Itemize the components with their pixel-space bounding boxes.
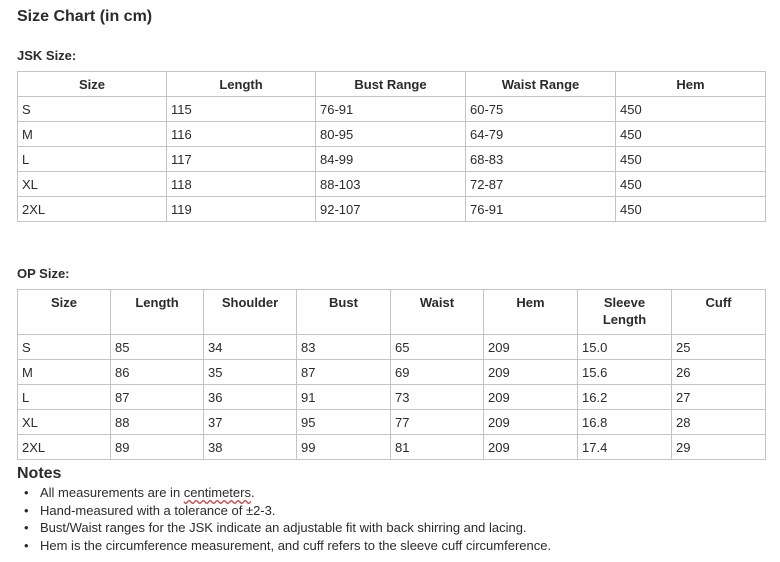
note-text: All measurements are in bbox=[40, 485, 184, 500]
op-header-cell: Hem bbox=[484, 290, 578, 335]
bullet-icon: • bbox=[24, 485, 29, 500]
jsk-header-cell: Length bbox=[167, 72, 316, 97]
jsk-table-cell: 115 bbox=[167, 97, 316, 122]
op-table-cell: 15.6 bbox=[578, 360, 672, 385]
table-row bbox=[18, 172, 766, 197]
op-table-cell: 209 bbox=[484, 360, 578, 385]
op-table-cell: 209 bbox=[484, 385, 578, 410]
op-table-cell: 25 bbox=[672, 335, 766, 360]
op-table-cell: 81 bbox=[391, 435, 484, 460]
op-table-cell: 99 bbox=[297, 435, 391, 460]
jsk-header-cell: Waist Range bbox=[466, 72, 616, 97]
jsk-size-table bbox=[17, 71, 766, 222]
table-row bbox=[18, 335, 766, 360]
jsk-table-cell: 80-95 bbox=[316, 122, 466, 147]
jsk-header-cell: Bust Range bbox=[316, 72, 466, 97]
op-table-cell: 91 bbox=[297, 385, 391, 410]
jsk-table-cell: L bbox=[18, 147, 167, 172]
op-table-cell: 209 bbox=[484, 410, 578, 435]
op-table-cell: 38 bbox=[204, 435, 297, 460]
op-header-cell: Size bbox=[18, 290, 111, 335]
jsk-table-cell: S bbox=[18, 97, 167, 122]
jsk-table-cell: XL bbox=[18, 172, 167, 197]
op-table-cell: 28 bbox=[672, 410, 766, 435]
list-item bbox=[17, 519, 551, 537]
op-table-cell: 36 bbox=[204, 385, 297, 410]
op-table-cell: 65 bbox=[391, 335, 484, 360]
op-table-cell: 37 bbox=[204, 410, 297, 435]
op-table-cell: 16.8 bbox=[578, 410, 672, 435]
op-table-cell: 89 bbox=[111, 435, 204, 460]
table-row bbox=[18, 97, 766, 122]
op-table-cell: 209 bbox=[484, 435, 578, 460]
table-row bbox=[18, 385, 766, 410]
jsk-table-cell: 116 bbox=[167, 122, 316, 147]
op-table-cell: 86 bbox=[111, 360, 204, 385]
note-text: . bbox=[250, 485, 255, 500]
op-table-cell: 87 bbox=[111, 385, 204, 410]
op-section-label: OP Size: bbox=[17, 266, 70, 281]
table-row bbox=[18, 410, 766, 435]
table-row bbox=[18, 435, 766, 460]
bullet-icon: • bbox=[24, 520, 29, 535]
table-row bbox=[18, 360, 766, 385]
list-item bbox=[17, 484, 551, 502]
jsk-table-cell: 117 bbox=[167, 147, 316, 172]
bullet-icon: • bbox=[24, 537, 29, 553]
op-table-cell: 69 bbox=[391, 360, 484, 385]
op-table-cell: 209 bbox=[484, 335, 578, 360]
op-size-table bbox=[17, 289, 766, 460]
jsk-table-cell: 119 bbox=[167, 197, 316, 222]
op-table-cell: 85 bbox=[111, 335, 204, 360]
jsk-table-cell: 450 bbox=[616, 172, 766, 197]
jsk-table-cell: 118 bbox=[167, 172, 316, 197]
op-table-cell: M bbox=[18, 360, 111, 385]
jsk-table-cell: M bbox=[18, 122, 167, 147]
op-table-cell: 35 bbox=[204, 360, 297, 385]
op-table-cell: 17.4 bbox=[578, 435, 672, 460]
bullet-icon: • bbox=[24, 502, 29, 518]
misspelling-flagged-word: centimeters bbox=[183, 485, 251, 500]
jsk-table-cell: 72-87 bbox=[466, 172, 616, 197]
jsk-table-cell: 450 bbox=[616, 197, 766, 222]
jsk-table-cell: 2XL bbox=[18, 197, 167, 222]
table-row bbox=[18, 147, 766, 172]
jsk-table-cell: 76-91 bbox=[316, 97, 466, 122]
note-text: Hand-measured with a tolerance of ±2-3. bbox=[40, 502, 276, 518]
op-table-cell: 16.2 bbox=[578, 385, 672, 410]
jsk-table-cell: 84-99 bbox=[316, 147, 466, 172]
note-text: Bust/Waist ranges for the JSK indicate an adjustable fit with back shirring and lacing. bbox=[40, 520, 527, 535]
op-table-cell: 34 bbox=[204, 335, 297, 360]
jsk-table-cell: 92-107 bbox=[316, 197, 466, 222]
jsk-table-cell: 88-103 bbox=[316, 172, 466, 197]
op-table-cell: 83 bbox=[297, 335, 391, 360]
op-table-cell: 95 bbox=[297, 410, 391, 435]
list-item bbox=[17, 502, 551, 520]
jsk-section-label: JSK Size: bbox=[17, 48, 77, 63]
jsk-table-cell: 60-75 bbox=[466, 97, 616, 122]
op-header-cell: Cuff bbox=[672, 290, 766, 335]
op-table-cell: 87 bbox=[297, 360, 391, 385]
op-table-cell: 15.0 bbox=[578, 335, 672, 360]
jsk-table-cell: 450 bbox=[616, 122, 766, 147]
list-item bbox=[17, 537, 551, 555]
jsk-table-cell: 64-79 bbox=[466, 122, 616, 147]
table-row bbox=[18, 197, 766, 222]
op-table-cell: XL bbox=[18, 410, 111, 435]
op-header-cell: Shoulder bbox=[204, 290, 297, 335]
op-table-cell: 27 bbox=[672, 385, 766, 410]
op-table-cell: L bbox=[18, 385, 111, 410]
op-table-cell: S bbox=[18, 335, 111, 360]
op-header-cell: Bust bbox=[297, 290, 391, 335]
op-table-cell: 73 bbox=[391, 385, 484, 410]
op-header-cell: Length bbox=[111, 290, 204, 335]
op-header-cell: Waist bbox=[391, 290, 484, 335]
note-text: Hem is the circumference measurement, and cuff refers to the sleeve cuff circumference. bbox=[40, 537, 552, 553]
op-table-cell: 2XL bbox=[18, 435, 111, 460]
op-table-cell: 77 bbox=[391, 410, 484, 435]
jsk-header-cell: Hem bbox=[616, 72, 766, 97]
jsk-table-cell: 68-83 bbox=[466, 147, 616, 172]
notes-title: Notes bbox=[17, 465, 62, 482]
table-row bbox=[18, 122, 766, 147]
jsk-table-cell: 76-91 bbox=[466, 197, 616, 222]
op-header-cell: Sleeve Length bbox=[578, 290, 672, 335]
page-title: Size Chart (in cm) bbox=[17, 8, 153, 25]
jsk-table-cell: 450 bbox=[616, 147, 766, 172]
op-table-cell: 26 bbox=[672, 360, 766, 385]
notes-list bbox=[17, 484, 551, 554]
jsk-header-cell: Size bbox=[18, 72, 167, 97]
op-table-cell: 29 bbox=[672, 435, 766, 460]
op-table-cell: 88 bbox=[111, 410, 204, 435]
jsk-table-cell: 450 bbox=[616, 97, 766, 122]
